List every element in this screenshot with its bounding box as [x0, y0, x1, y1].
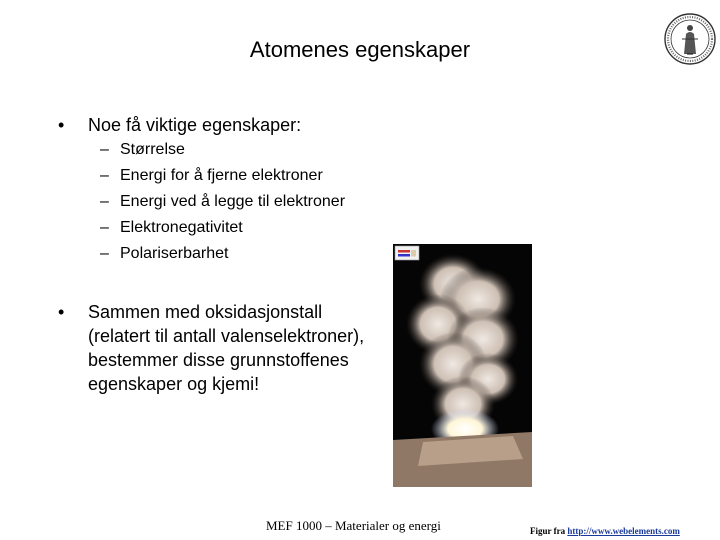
list-item-label: Energi for å fjerne elektroner — [120, 167, 323, 184]
bullet-text: Sammen med oksidasjonstall (relatert til antall valenselektroner), bestemmer disse grunnstoffenes egenskaper og kjemi! — [88, 302, 365, 394]
list-item-label: Energi ved å legge til elektroner — [120, 193, 346, 210]
footer-course: MEF 1000 – Materialer og energi — [266, 518, 441, 533]
dash-marker: – — [100, 245, 109, 262]
list-item-label: Polariserbarhet — [120, 245, 229, 262]
footer-credit — [530, 526, 680, 536]
smoke-reaction-photo — [393, 244, 532, 487]
webelements-link[interactable]: http://www.webelements.com — [567, 526, 680, 536]
dash-marker: – — [100, 219, 109, 236]
bullet-marker: • — [58, 115, 65, 135]
slide-title: Atomenes egenskaper — [249, 37, 471, 62]
dash-marker: – — [100, 193, 109, 210]
university-seal-logo — [663, 12, 717, 66]
bullet-text: Noe få viktige egenskaper: — [88, 115, 302, 135]
dash-marker: – — [100, 141, 109, 158]
bullet-marker: • — [58, 302, 65, 322]
dash-marker: – — [100, 167, 109, 184]
credit-prefix: Figur fra — [530, 526, 568, 536]
list-item-label: Størrelse — [120, 141, 185, 158]
list-item-label: Elektronegativitet — [120, 219, 243, 236]
